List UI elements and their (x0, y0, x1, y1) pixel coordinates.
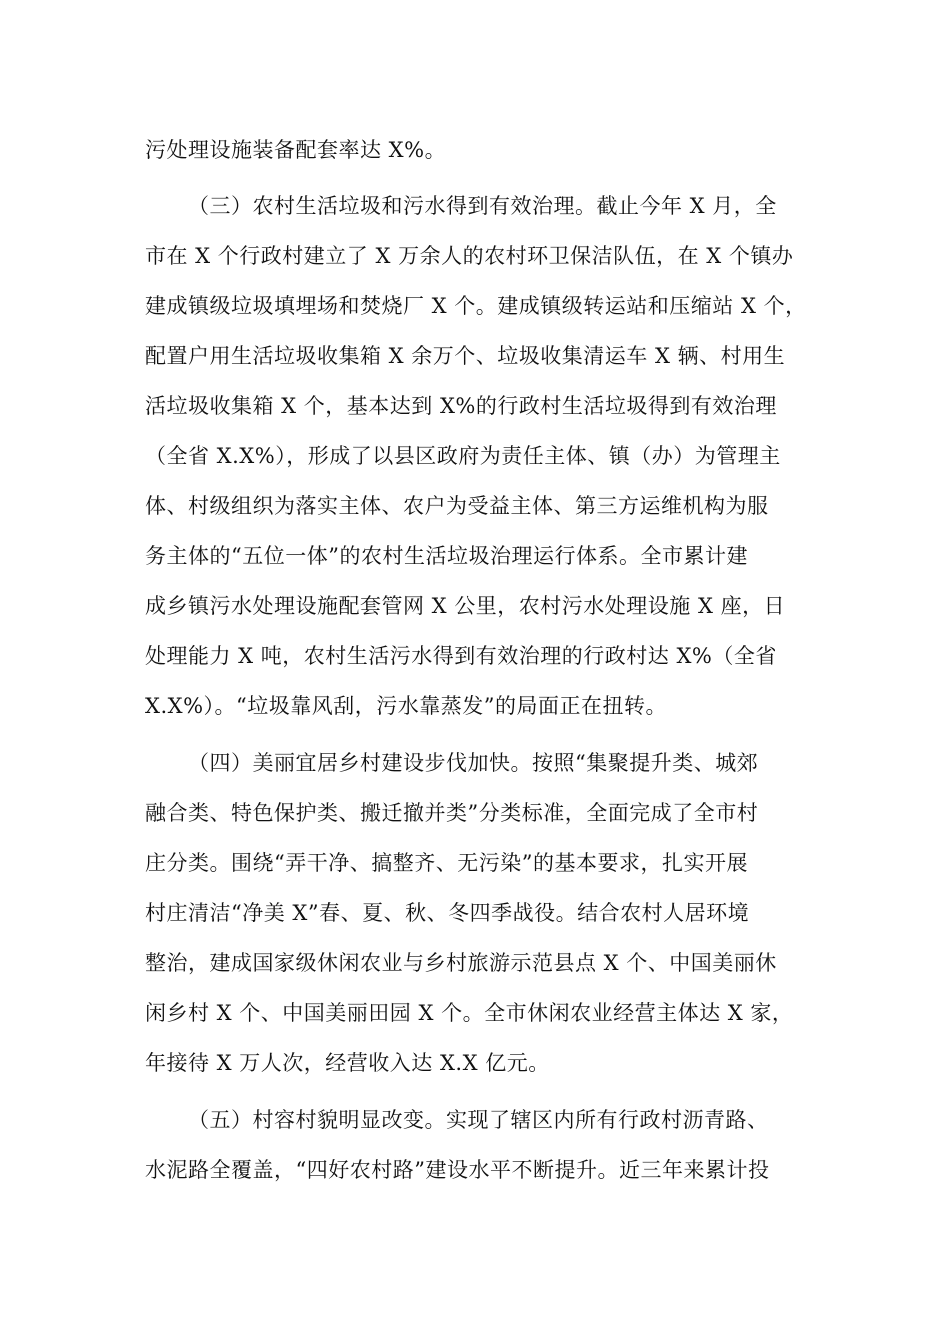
text-line: 成乡镇污水处理设施配套管网 X 公里，农村污水处理设施 X 座，日 (145, 594, 786, 618)
text-line: 融合类、特色保护类、搬迁撤并类”分类标准，全面完成了全市村 (145, 801, 759, 825)
text-line: 年接待 X 万人次，经营收入达 X.X 亿元。 (145, 1051, 550, 1075)
text-line: 处理能力 X 吨，农村生活污水得到有效治理的行政村达 X%（全省 (145, 644, 777, 668)
paragraph-first-line: （四）美丽宜居乡村建设步伐加快。按照“集聚提升类、城郊 (188, 751, 759, 775)
paragraph-first-line: （五）村容村貌明显改变。实现了辖区内所有行政村沥青路、 (188, 1108, 769, 1132)
text-line: 市在 X 个行政村建立了 X 万余人的农村环卫保洁队伍，在 X 个镇办 (145, 244, 794, 268)
text-line: （全省 X.X%），形成了以县区政府为责任主体、镇（办）为管理主 (145, 444, 781, 468)
text-line: 活垃圾收集箱 X 个，基本达到 X%的行政村生活垃圾得到有效治理 (145, 394, 777, 418)
text-line: 务主体的“五位一体”的农村生活垃圾治理运行体系。全市累计建 (145, 544, 748, 568)
text-line: 整治，建成国家级休闲农业与乡村旅游示范县点 X 个、中国美丽休 (145, 951, 777, 975)
text-line: 村庄清洁“净美 X”春、夏、秋、冬四季战役。结合农村人居环境 (145, 901, 750, 925)
text-line: 污处理设施装备配套率达 X%。 (145, 138, 447, 162)
paragraph-first-line: （三）农村生活垃圾和污水得到有效治理。截止今年 X 月，全 (188, 194, 777, 218)
text-line: 庄分类。围绕“弄干净、搞整齐、无污染”的基本要求，扎实开展 (145, 851, 748, 875)
text-line: 闲乡村 X 个、中国美丽田园 X 个。全市休闲农业经营主体达 X 家， (145, 1001, 794, 1025)
text-line: 水泥路全覆盖，“四好农村路”建设水平不断提升。近三年来累计投 (145, 1158, 770, 1182)
text-line: 建成镇级垃圾填埋场和焚烧厂 X 个。建成镇级转运站和压缩站 X 个， (145, 294, 807, 318)
text-line: X.X%）。“垃圾靠风刮，污水靠蒸发”的局面正在扭转。 (145, 694, 667, 718)
text-line: 体、村级组织为落实主体、农户为受益主体、第三方运维机构为服 (145, 494, 769, 518)
text-line: 配置户用生活垃圾收集箱 X 余万个、垃圾收集清运车 X 辆、村用生 (145, 344, 786, 368)
